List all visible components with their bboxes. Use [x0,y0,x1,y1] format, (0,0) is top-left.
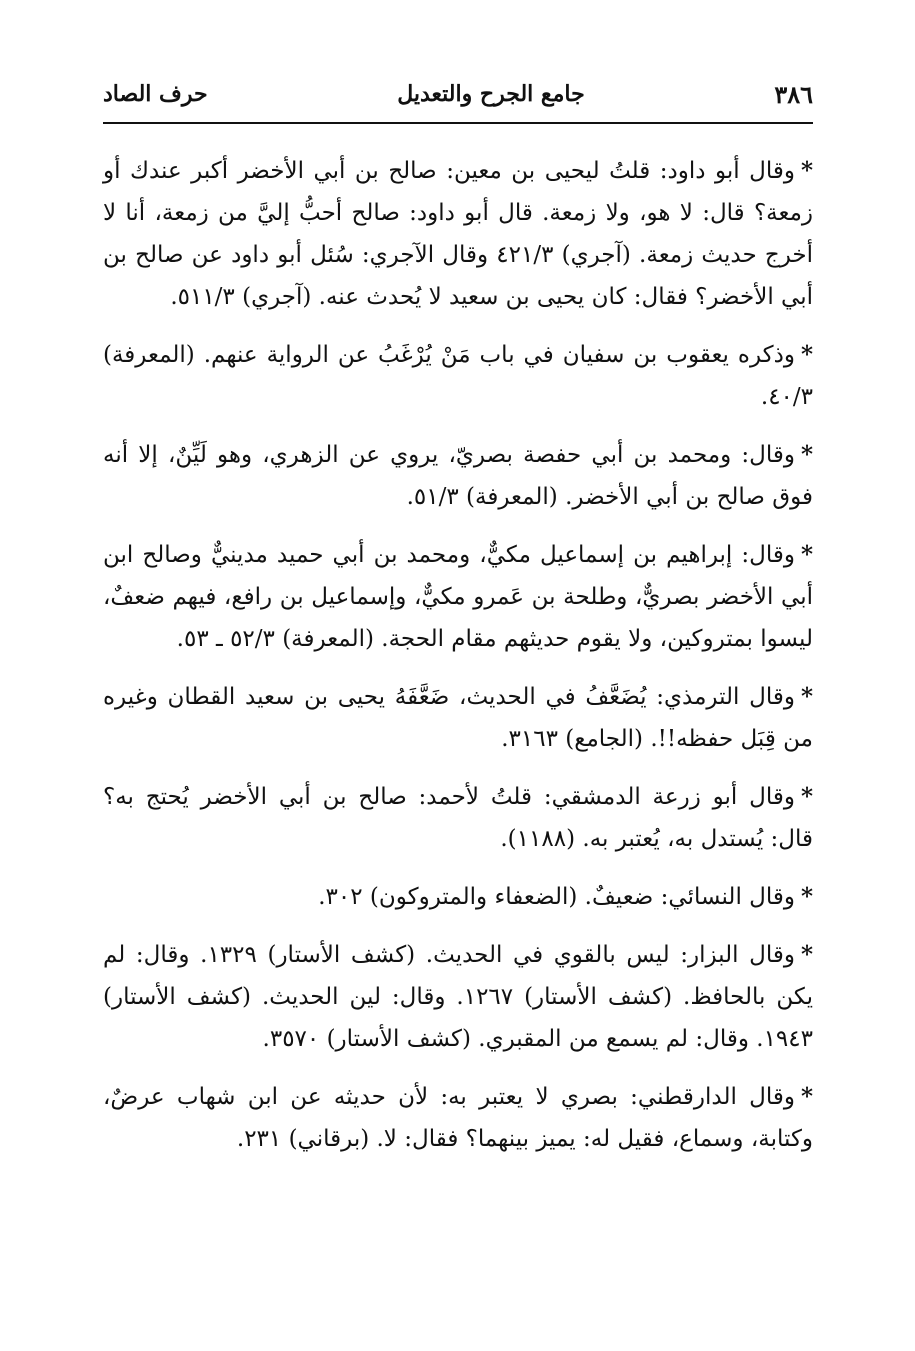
entry-paragraph [103,1076,813,1160]
entry-paragraph [103,934,813,1060]
entry-text: وذكره يعقوب بن سفيان في باب مَنْ يُرْغَبُ عن الرواية عنهم. (المعرفة) ٤٠/٣. [103,342,813,410]
page-header [103,70,813,118]
entry-paragraph [103,676,813,760]
bullet-star: * [800,441,813,468]
entry-paragraph [103,776,813,860]
bullet-star: * [800,941,813,968]
bullet-star: * [800,1083,813,1110]
entry-text: وقال الترمذي: يُضَعَّفُ في الحديث، ضَعَّفَهُ يحيى بن سعيد القطان وغيره من قِبَل حفظه!!. (الجامع) ٣١٦٣. [103,684,813,752]
entry-text: وقال: ومحمد بن أبي حفصة بصريّ، يروي عن الزهري، وهو لَيِّنٌ، إلا أنه فوق صالح بن أبي الأخضر. (المعرفة) ٥١/٣. [103,442,813,510]
page-number: ٣٨٦ [774,79,813,109]
entry-text: وقال الدارقطني: بصري لا يعتبر به: لأن حديثه عن ابن شهاب عرضٌ، وكتابة، وسماع، فقيل له: يميز بينهما؟ فقال: لا. (برقاني) ٢٣١. [103,1084,813,1152]
entry-text: وقال البزار: ليس بالقوي في الحديث. (كشف الأستار) ١٣٢٩. وقال: لم يكن بالحافظ. (كشف الأستار) ١٢٦٧. وقال: لين الحديث. (كشف الأستار) ١٩٤٣. وقال: لم يسمع من المقبري. (كشف الأستار) ٣٥٧٠. [103,942,813,1052]
bullet-star: * [800,341,813,368]
entry-paragraph [103,334,813,418]
entry-text: وقال النسائي: ضعيفٌ. (الضعفاء والمتروكون) ٣٠٢. [318,884,795,910]
entry-paragraph [103,534,813,660]
chapter-title: حرف الصاد [103,81,208,107]
entry-paragraph [103,150,813,318]
bullet-star: * [800,157,813,184]
entry-paragraph [103,434,813,518]
bullet-star: * [800,683,813,710]
bullet-star: * [800,883,813,910]
bullet-star: * [800,783,813,810]
entry-text: وقال: إبراهيم بن إسماعيل مكيٌّ، ومحمد بن أبي حميد مدينيٌّ وصالح ابن أبي الأخضر بصريٌّ، وطلحة بن عَمرو مكيٌّ، وإسماعيل بن رافع، فيهم ضعفٌ، ليسوا بمتروكين، ولا يقوم حديثهم مقام الحجة. (المعرفة) ٥٢/٣ ـ ٥٣. [103,542,813,652]
header-rule [103,122,813,124]
page-body [103,150,813,1176]
entry-text: وقال أبو داود: قلتُ ليحيى بن معين: صالح بن أبي الأخضر أكبر عندك أو زمعة؟ قال: لا هو، ولا زمعة. قال أبو داود: صالح أحبُّ إليَّ من زمعة، أنا لا أخرج حديث زمعة. (آجري) ٤٢١/٣ وقال الآجري: سُئل أبو داود عن صالح بن أبي الأخضر؟ فقال: كان يحيى بن سعيد لا يُحدث عنه. (آجري) ٥١١/٣. [103,158,813,310]
entry-text: وقال أبو زرعة الدمشقي: قلتُ لأحمد: صالح بن أبي الأخضر يُحتج به؟ قال: يُستدل به، يُعتبر به. (١١٨٨). [103,784,813,852]
entry-paragraph [103,876,813,918]
book-title: جامع الجرح والتعديل [397,81,585,107]
bullet-star: * [800,541,813,568]
